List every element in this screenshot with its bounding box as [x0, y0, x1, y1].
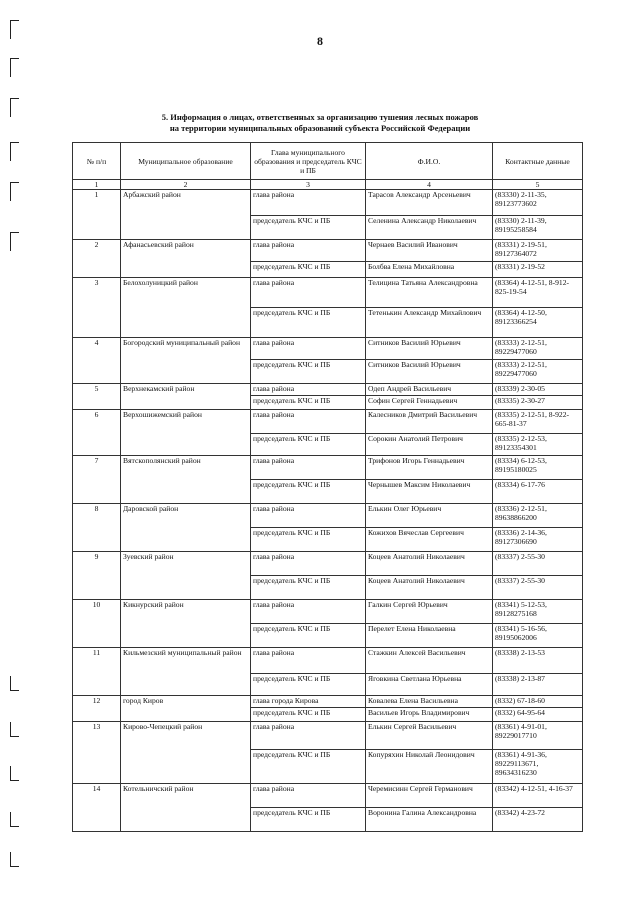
- fio-cell: Перелет Елена Николаевна: [366, 624, 493, 648]
- table-row: [73, 338, 583, 360]
- fio-cell: Васильев Игорь Владимирович: [366, 708, 493, 722]
- column-number-row: [73, 180, 583, 190]
- binding-mark: [10, 722, 19, 737]
- role-cell: глава района: [251, 410, 366, 434]
- table-row: [73, 696, 583, 708]
- role-cell: глава района: [251, 552, 366, 576]
- table-row: [73, 190, 583, 216]
- fio-cell: Тетенькин Александр Михайлович: [366, 308, 493, 338]
- col-number: 5: [493, 180, 583, 190]
- role-cell: глава района: [251, 456, 366, 480]
- contact-cell: (8332) 67-18-60: [493, 696, 583, 708]
- fio-cell: Елькин Сергей Васильевич: [366, 722, 493, 750]
- fio-cell: Селенина Александр Николаевич: [366, 216, 493, 240]
- fio-cell: Ковалева Елена Васильевна: [366, 696, 493, 708]
- row-number-cell: 4: [73, 338, 121, 384]
- role-cell: глава города Кирова: [251, 696, 366, 708]
- row-number-cell: 1: [73, 190, 121, 240]
- role-cell: глава района: [251, 190, 366, 216]
- municipality-cell: Богородский муниципальный район: [121, 338, 251, 384]
- binding-mark: [10, 182, 19, 201]
- contact-cell: (83334) 6-17-76: [493, 480, 583, 504]
- contact-cell: (83341) 5-16-56, 89195062006: [493, 624, 583, 648]
- fio-cell: Копуряхин Николай Леонидович: [366, 750, 493, 784]
- role-cell: председатель КЧС и ПБ: [251, 434, 366, 456]
- fio-cell: Коцеев Анатолий Николаевич: [366, 576, 493, 600]
- contact-cell: (83337) 2-55-30: [493, 552, 583, 576]
- municipality-cell: Верхошижемский район: [121, 410, 251, 456]
- role-cell: председатель КЧС и ПБ: [251, 528, 366, 552]
- table-row: [73, 456, 583, 480]
- municipality-cell: Вятскополянский район: [121, 456, 251, 504]
- municipality-cell: Кикнурский район: [121, 600, 251, 648]
- municipality-cell: Даровской район: [121, 504, 251, 552]
- row-number-cell: 11: [73, 648, 121, 696]
- contact-cell: (83330) 2-11-35, 89123773602: [493, 190, 583, 216]
- role-cell: председатель КЧС и ПБ: [251, 360, 366, 384]
- contact-cell: (83339) 2-30-05: [493, 384, 583, 396]
- role-cell: глава района: [251, 722, 366, 750]
- fio-cell: Трифонов Игорь Геннадьевич: [366, 456, 493, 480]
- col-number: 3: [251, 180, 366, 190]
- table-row: [73, 600, 583, 624]
- role-cell: председатель КЧС и ПБ: [251, 480, 366, 504]
- role-cell: глава района: [251, 384, 366, 396]
- row-number-cell: 8: [73, 504, 121, 552]
- contact-cell: (83331) 2-19-51, 89127364072: [493, 240, 583, 262]
- binding-mark: [10, 142, 19, 161]
- role-cell: глава района: [251, 338, 366, 360]
- contact-cell: (83335) 2-12-53, 89123354301: [493, 434, 583, 456]
- role-cell: глава района: [251, 278, 366, 308]
- fio-cell: Коцеев Анатолий Николаевич: [366, 552, 493, 576]
- table-row: [73, 504, 583, 528]
- table-row: [73, 410, 583, 434]
- heading-line-2: на территории муниципальных образований субъекта Российской Федерации: [169, 123, 471, 133]
- contact-cell: (83336) 2-12-51, 89638866200: [493, 504, 583, 528]
- contact-cell: (83337) 2-55-30: [493, 576, 583, 600]
- fio-cell: Тарасов Александр Арсеньевич: [366, 190, 493, 216]
- fio-cell: Кожихов Вячеслав Сергеевич: [366, 528, 493, 552]
- municipality-cell: Афанасьевский район: [121, 240, 251, 278]
- contact-cell: (83342) 4-12-51, 4-16-37: [493, 784, 583, 808]
- fio-cell: Стажкин Алексей Васильевич: [366, 648, 493, 674]
- role-cell: глава района: [251, 648, 366, 674]
- page-number: 8: [317, 34, 323, 48]
- fio-cell: Галкин Сергей Юрьевич: [366, 600, 493, 624]
- col-number: 1: [73, 180, 121, 190]
- fio-cell: Яговкина Светлана Юрьевна: [366, 674, 493, 696]
- table-row: [73, 784, 583, 808]
- fio-cell: Черемисинн Сергей Германович: [366, 784, 493, 808]
- fio-cell: Елькин Олег Юрьевич: [366, 504, 493, 528]
- header-num: № п/п: [73, 143, 121, 180]
- contact-cell: (83330) 2-11-39, 89195258584: [493, 216, 583, 240]
- header-mo: Муниципальное образование: [121, 143, 251, 180]
- header-contact: Контактные данные: [493, 143, 583, 180]
- role-cell: глава района: [251, 504, 366, 528]
- header-role: Глава муниципального образования и председатель КЧС и ПБ: [251, 143, 366, 180]
- col-number: 4: [366, 180, 493, 190]
- contact-cell: (83361) 4-91-01, 89229017710: [493, 722, 583, 750]
- heading-line-1: 5. Информация о лицах, ответственных за организацию тушения лесных пожаров: [161, 112, 479, 122]
- contact-cell: (83364) 4-12-51, 8-912-825-19-54: [493, 278, 583, 308]
- contact-cell: (83341) 5-12-53, 89128275168: [493, 600, 583, 624]
- role-cell: председатель КЧС и ПБ: [251, 262, 366, 278]
- fio-cell: Болбва Елена Михайловна: [366, 262, 493, 278]
- contact-cell: (83338) 2-13-87: [493, 674, 583, 696]
- fio-cell: Сорокин Анатолий Петрович: [366, 434, 493, 456]
- fio-cell: Ситников Василий Юрьевич: [366, 360, 493, 384]
- municipality-cell: Арбажский район: [121, 190, 251, 240]
- role-cell: председатель КЧС и ПБ: [251, 216, 366, 240]
- role-cell: председатель КЧС и ПБ: [251, 396, 366, 410]
- document-heading: [60, 112, 580, 134]
- table-row: [73, 278, 583, 308]
- row-number-cell: 7: [73, 456, 121, 504]
- binding-mark: [10, 58, 19, 77]
- responsible-persons-table: [72, 142, 583, 832]
- row-number-cell: 6: [73, 410, 121, 456]
- fio-cell: Софин Сергей Геннадьевич: [366, 396, 493, 410]
- binding-mark: [10, 766, 19, 781]
- binding-mark: [10, 98, 19, 117]
- contact-cell: (83335) 2-30-27: [493, 396, 583, 410]
- fio-cell: Калесников Дмитрий Васильевич: [366, 410, 493, 434]
- municipality-cell: город Киров: [121, 696, 251, 722]
- role-cell: глава района: [251, 240, 366, 262]
- table-row: [73, 648, 583, 674]
- municipality-cell: Котельничский район: [121, 784, 251, 832]
- contact-cell: (83336) 2-14-36, 89127306690: [493, 528, 583, 552]
- role-cell: председатель КЧС и ПБ: [251, 624, 366, 648]
- role-cell: председатель КЧС и ПБ: [251, 674, 366, 696]
- contact-cell: (83333) 2-12-51, 89229477060: [493, 338, 583, 360]
- role-cell: председатель КЧС и ПБ: [251, 708, 366, 722]
- contact-cell: (83334) 6-12-53, 89195180025: [493, 456, 583, 480]
- contact-cell: (83335) 2-12-51, 8-922-665-81-37: [493, 410, 583, 434]
- contact-cell: (83342) 4-23-72: [493, 808, 583, 832]
- fio-cell: Воронина Галина Александровна: [366, 808, 493, 832]
- municipality-cell: Кирово-Чепецкий район: [121, 722, 251, 784]
- fio-cell: Ситников Василий Юрьевич: [366, 338, 493, 360]
- role-cell: глава района: [251, 784, 366, 808]
- role-cell: председатель КЧС и ПБ: [251, 808, 366, 832]
- row-number-cell: 10: [73, 600, 121, 648]
- table-body: [73, 190, 583, 832]
- role-cell: председатель КЧС и ПБ: [251, 308, 366, 338]
- contact-cell: (83333) 2-12-51, 89229477060: [493, 360, 583, 384]
- fio-cell: Одеп Андрей Васильевич: [366, 384, 493, 396]
- contact-cell: (83338) 2-13-53: [493, 648, 583, 674]
- row-number-cell: 3: [73, 278, 121, 338]
- fio-cell: Чернаев Василий Иванович: [366, 240, 493, 262]
- municipality-cell: Верхнекамский район: [121, 384, 251, 410]
- binding-mark: [10, 852, 19, 867]
- role-cell: председатель КЧС и ПБ: [251, 576, 366, 600]
- contact-cell: (83361) 4-91-36, 89229113671, 89634316230: [493, 750, 583, 784]
- row-number-cell: 2: [73, 240, 121, 278]
- row-number-cell: 9: [73, 552, 121, 600]
- contact-cell: (83364) 4-12-50, 89123366254: [493, 308, 583, 338]
- table-row: [73, 722, 583, 750]
- municipality-cell: Белохолуницкий район: [121, 278, 251, 338]
- binding-mark: [10, 232, 19, 251]
- row-number-cell: 14: [73, 784, 121, 832]
- municipality-cell: Зуевский район: [121, 552, 251, 600]
- col-number: 2: [121, 180, 251, 190]
- row-number-cell: 13: [73, 722, 121, 784]
- municipality-cell: Кильмезский муниципальный район: [121, 648, 251, 696]
- binding-mark: [10, 676, 19, 691]
- row-number-cell: 12: [73, 696, 121, 722]
- contact-cell: (83331) 2-19-52: [493, 262, 583, 278]
- role-cell: председатель КЧС и ПБ: [251, 750, 366, 784]
- contact-cell: (8332) 64-95-64: [493, 708, 583, 722]
- role-cell: глава района: [251, 600, 366, 624]
- table-row: [73, 384, 583, 396]
- row-number-cell: 5: [73, 384, 121, 410]
- table-row: [73, 552, 583, 576]
- table-header-row: [73, 143, 583, 180]
- binding-mark: [10, 812, 19, 827]
- fio-cell: Чернышев Максим Николаевич: [366, 480, 493, 504]
- header-fio: Ф.И.О.: [366, 143, 493, 180]
- fio-cell: Телицина Татьяна Александровна: [366, 278, 493, 308]
- table-row: [73, 240, 583, 262]
